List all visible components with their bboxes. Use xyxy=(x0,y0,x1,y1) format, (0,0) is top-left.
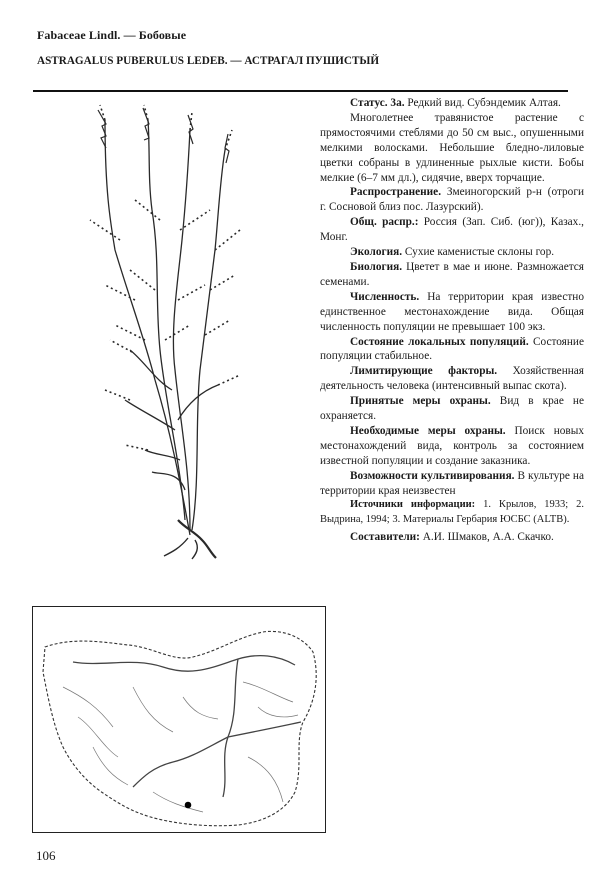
distribution-map xyxy=(32,606,326,833)
plant-illustration xyxy=(60,100,260,560)
cultivation-text: В культуре на территории края неизвестен xyxy=(320,469,584,497)
distribution-label: Распространение. xyxy=(350,186,442,199)
locality-marker xyxy=(185,802,192,809)
ecology-para xyxy=(320,245,584,260)
header-rule xyxy=(33,90,568,92)
status-text: Редкий вид. Субэндемик Алтая. xyxy=(404,97,561,109)
limiting-factors-label: Лимитирующие факторы. xyxy=(350,365,498,378)
page-number: 106 xyxy=(36,848,56,863)
sources-text: 1. Крылов, 1933; 2. Выдрина, 1994; 3. Материалы Гербария ЮСБС (ALTB). xyxy=(320,499,584,525)
authors-para xyxy=(320,530,584,545)
biology-para xyxy=(320,260,584,290)
protection-needed-text: Поиск новых местонахождений вида, контроль за состоянием известной популяции и создание заказника. xyxy=(320,424,584,467)
cultivation-para xyxy=(320,469,584,499)
limiting-factors-para xyxy=(320,364,584,394)
sources-label: Источники информации: xyxy=(350,499,476,511)
general-distribution-text: Россия (Зап. Сиб. (юг)), Казах., Монг. xyxy=(320,216,584,244)
general-distribution-para xyxy=(320,215,584,245)
ecology-text: Сухие каменистые склоны гор. xyxy=(402,246,555,259)
biology-label: Биология. xyxy=(350,260,403,273)
protection-taken-text: Вид в крае не охраняется. xyxy=(320,395,584,423)
family-header: Fabaceae Lindl. — Бобовые xyxy=(37,28,187,42)
authors-text: А.И. Шмаков, А.А. Скачко. xyxy=(419,531,554,544)
biology-text: Цветет в мае и июне. Размножается семенами. xyxy=(320,260,584,288)
abundance-text: На территории края известно единственное местонахождение вида. Общая численность популяции не превышает 100 экз. xyxy=(320,290,584,333)
species-title: ASTRAGALUS PUBERULUS LEDEB. — АСТРАГАЛ ПУШИСТЫЙ xyxy=(37,55,380,67)
sources-para xyxy=(320,498,584,527)
status-para xyxy=(320,96,584,111)
general-distribution-label: Общ. распр.: xyxy=(350,216,419,229)
local-populations-para xyxy=(320,335,584,365)
limiting-factors-text: Хозяйственная деятельность человека (интенсивный выпас скота). xyxy=(320,365,584,393)
ecology-label: Экология. xyxy=(350,246,403,259)
region-border xyxy=(43,631,316,825)
protection-needed-para xyxy=(320,424,584,469)
distribution-para xyxy=(320,185,584,215)
abundance-label: Численность. xyxy=(350,290,420,303)
local-populations-label: Состояние локальных популяций. xyxy=(350,335,529,348)
abundance-para xyxy=(320,290,584,335)
authors-label: Составители: xyxy=(350,531,420,544)
species-description xyxy=(320,96,584,545)
protection-needed-label: Необходимые меры охраны. xyxy=(350,424,506,437)
distribution-text: Змеиногорский р-н (отроги г. Сосновой близ пос. Лазурский). xyxy=(320,186,584,214)
protection-taken-para xyxy=(320,394,584,424)
description-para: Многолетнее травянистое растение с прямостоячими стеблями до 50 см выс., опушенными мелкими волосками. Небольшие бледно-лиловые цветки собраны в удлиненные рыхлые кисти. Бобы мелкие (6–7 мм дл.), сидячие, вверх торчащие. xyxy=(320,111,584,184)
status-label: Статус. 3а. xyxy=(350,97,405,109)
local-populations-text: Состояние популяции стабильное. xyxy=(320,335,584,363)
cultivation-label: Возможности культивирования. xyxy=(350,469,515,482)
protection-taken-label: Принятые меры охраны. xyxy=(350,395,491,408)
